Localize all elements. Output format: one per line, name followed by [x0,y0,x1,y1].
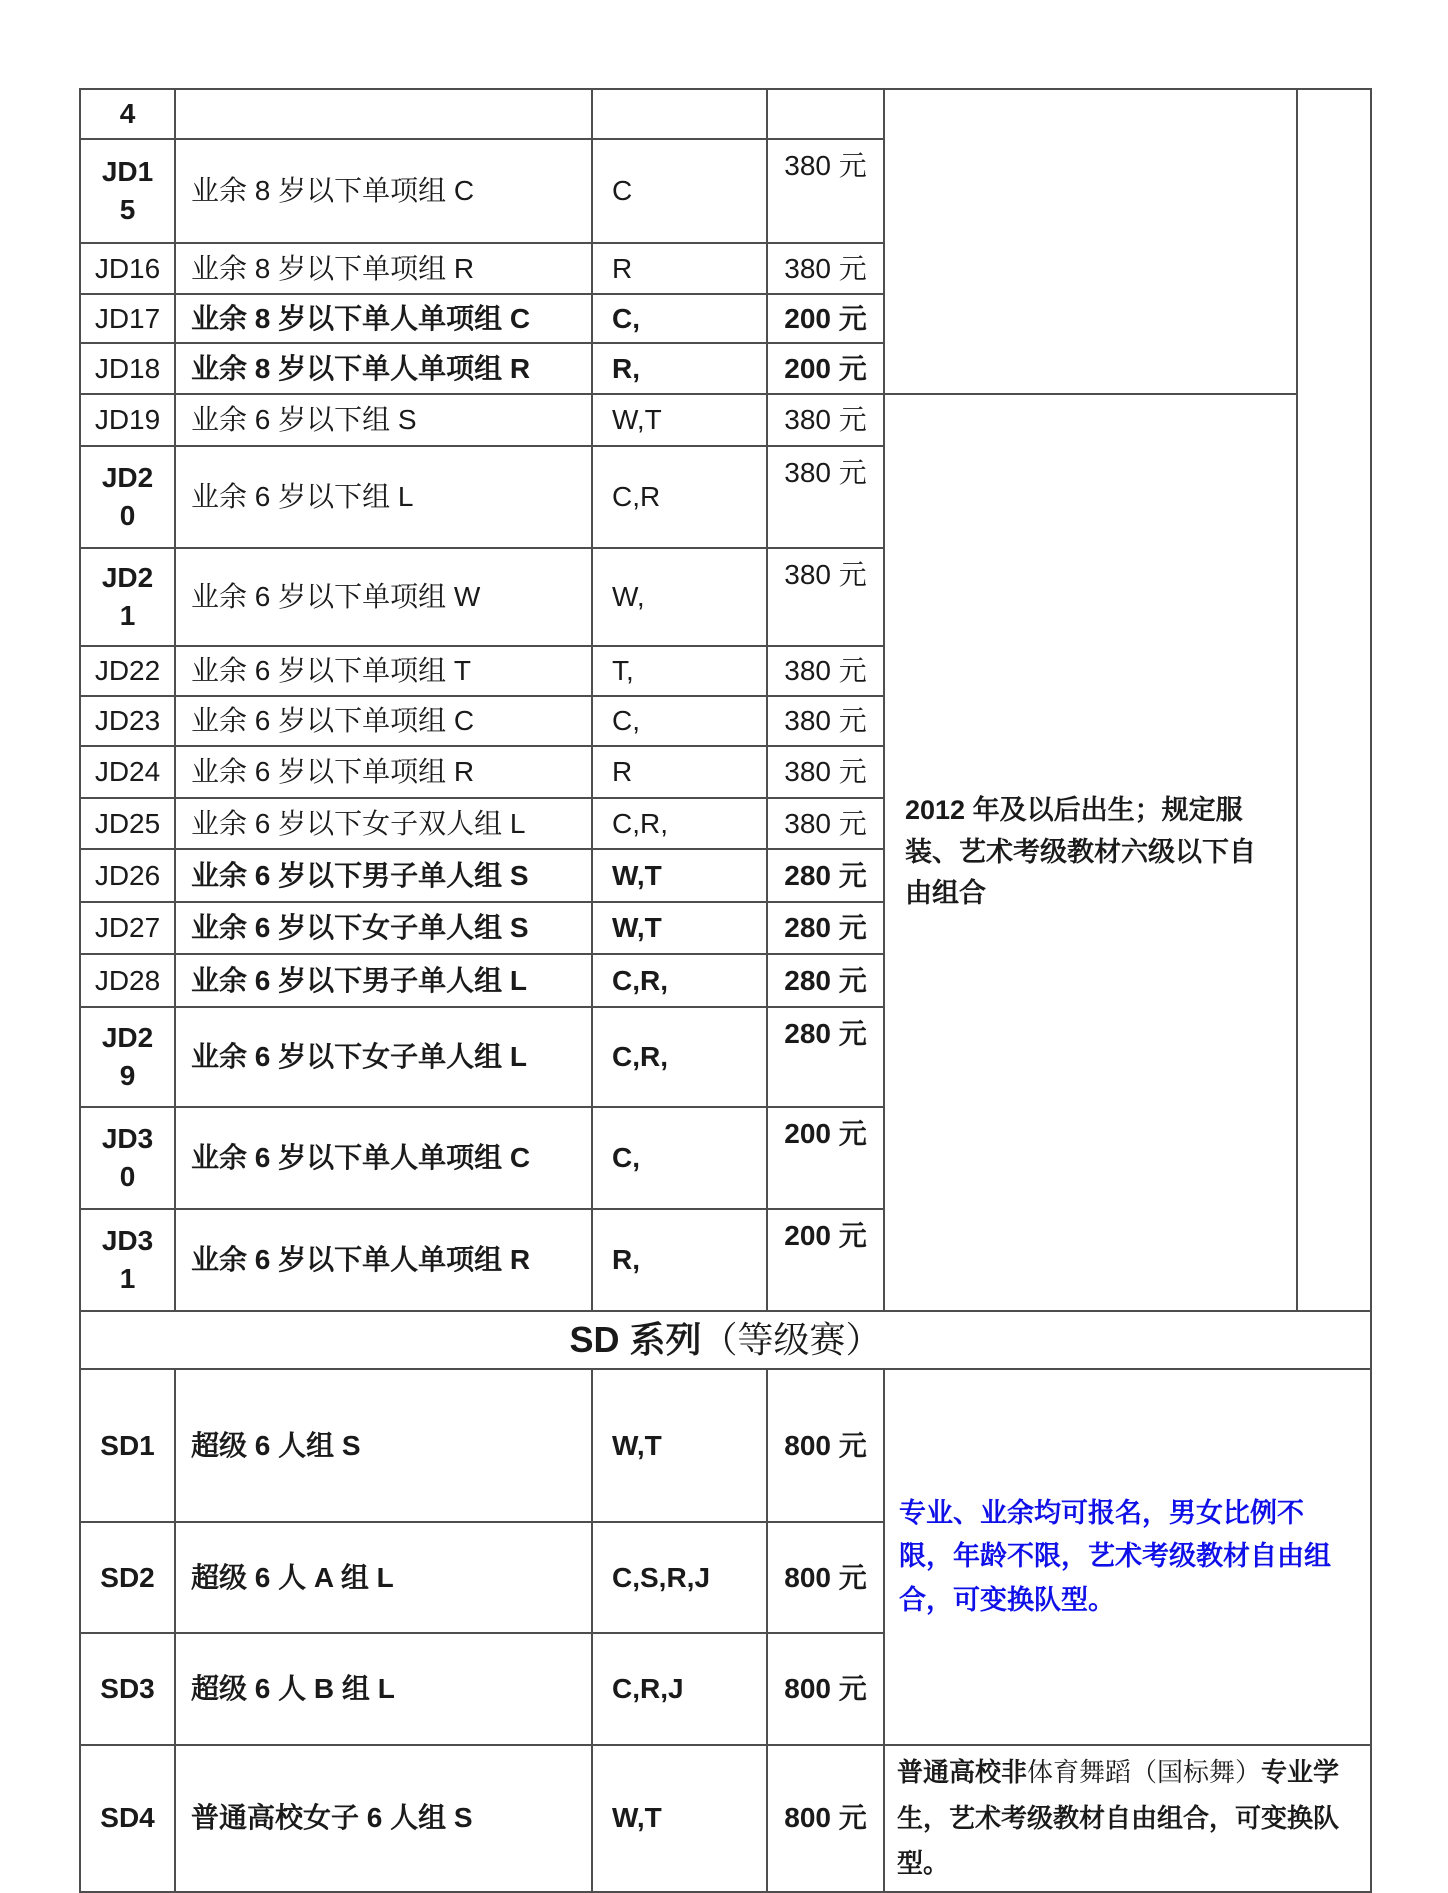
dance-codes-cell: R [592,243,767,294]
fee-cell: 280 元 [767,1007,884,1107]
event-id-cell: SD2 [80,1522,175,1633]
dance-codes-cell: W,T [592,1745,767,1892]
sd-section-title [80,1311,1371,1369]
fee-cell: 800 元 [767,1745,884,1892]
note-cell-empty [884,89,1297,394]
event-name-cell: 超级 6 人组 S [175,1369,592,1522]
event-name-cell: 业余 6 岁以下单人单项组 R [175,1209,592,1311]
event-name-cell: 超级 6 人 A 组 L [175,1522,592,1633]
event-id-cell: SD3 [80,1633,175,1745]
table-row [80,394,1371,446]
event-name-cell: 业余 6 岁以下单项组 T [175,646,592,696]
event-id-cell: JD2 9 [80,1007,175,1107]
event-name-cell: 业余 8 岁以下单项组 C [175,139,592,243]
jd-eligibility-note: 2012 年及以后出生；规定服装、艺术考级教材六级以下自由组合 [884,394,1297,1311]
fee-cell: 380 元 [767,548,884,646]
spare-column-cell [1297,89,1371,1311]
event-name-cell [175,89,592,139]
fee-cell: 380 元 [767,646,884,696]
dance-codes-cell: W,T [592,849,767,902]
fee-cell: 280 元 [767,902,884,954]
fee-cell: 200 元 [767,1209,884,1311]
fee-cell: 380 元 [767,696,884,746]
dance-codes-cell: W,T [592,902,767,954]
fee-cell: 280 元 [767,849,884,902]
dance-codes-cell: C,R, [592,1007,767,1107]
event-id-cell: JD1 5 [80,139,175,243]
dance-codes-cell: W,T [592,1369,767,1522]
event-id-cell: SD1 [80,1369,175,1522]
event-name-cell: 业余 6 岁以下单项组 R [175,746,592,798]
event-id-cell: JD18 [80,343,175,394]
dance-codes-cell: W,T [592,394,767,446]
dance-codes-cell: C,S,R,J [592,1522,767,1633]
fee-cell: 200 元 [767,1107,884,1209]
event-name-cell: 普通高校女子 6 人组 S [175,1745,592,1892]
event-name-cell: 业余 6 岁以下男子单人组 S [175,849,592,902]
dance-codes-cell: R [592,746,767,798]
event-name-cell: 业余 6 岁以下女子单人组 L [175,1007,592,1107]
event-id-cell: JD23 [80,696,175,746]
dance-codes-cell: C,R, [592,798,767,849]
sd4-eligibility-note: 普通高校非体育舞蹈（国标舞）专业学生，艺术考级教材自由组合，可变换队型。 [884,1745,1371,1892]
event-id-cell: JD27 [80,902,175,954]
event-id-cell: JD25 [80,798,175,849]
registration-fee-table [79,88,1372,1893]
dance-codes-cell: C, [592,1107,767,1209]
event-id-cell: JD2 0 [80,446,175,548]
dance-codes-cell: R, [592,1209,767,1311]
event-name-cell: 业余 6 岁以下单人单项组 C [175,1107,592,1209]
event-name-cell: 超级 6 人 B 组 L [175,1633,592,1745]
fee-cell: 380 元 [767,798,884,849]
event-name-cell: 业余 6 岁以下单项组 W [175,548,592,646]
event-id-cell: 4 [80,89,175,139]
dance-codes-cell: C,R, [592,954,767,1007]
fee-cell: 200 元 [767,343,884,394]
dance-codes-cell: C,R,J [592,1633,767,1745]
dance-codes-cell: C,R [592,446,767,548]
fee-cell: 380 元 [767,746,884,798]
event-name-cell: 业余 8 岁以下单项组 R [175,243,592,294]
fee-cell: 380 元 [767,139,884,243]
dance-codes-cell: C [592,139,767,243]
event-id-cell: JD3 0 [80,1107,175,1209]
table-row [80,1745,1371,1892]
table-row [80,89,1371,139]
event-id-cell: JD22 [80,646,175,696]
event-name-cell: 业余 8 岁以下单人单项组 R [175,343,592,394]
event-id-cell: JD19 [80,394,175,446]
event-id-cell: JD28 [80,954,175,1007]
event-name-cell: 业余 6 岁以下单项组 C [175,696,592,746]
event-name-cell: 业余 8 岁以下单人单项组 C [175,294,592,343]
event-name-cell: 业余 6 岁以下男子单人组 L [175,954,592,1007]
dance-codes-cell: T, [592,646,767,696]
dance-codes-cell: C, [592,294,767,343]
fee-cell: 800 元 [767,1522,884,1633]
event-id-cell: SD4 [80,1745,175,1892]
event-id-cell: JD26 [80,849,175,902]
dance-codes-cell [592,89,767,139]
fee-cell: 380 元 [767,446,884,548]
sd-eligibility-note-blue: 专业、业余均可报名，男女比例不限，年龄不限，艺术考级教材自由组合，可变换队型。 [884,1369,1371,1745]
sd-section-header-row [80,1311,1371,1369]
event-name-cell: 业余 6 岁以下女子单人组 S [175,902,592,954]
fee-cell: 380 元 [767,394,884,446]
dance-codes-cell: C, [592,696,767,746]
fee-cell: 800 元 [767,1369,884,1522]
fee-cell: 280 元 [767,954,884,1007]
event-id-cell: JD24 [80,746,175,798]
event-id-cell: JD3 1 [80,1209,175,1311]
event-name-cell: 业余 6 岁以下女子双人组 L [175,798,592,849]
fee-cell [767,89,884,139]
sd-series-label: SD 系列 [569,1319,702,1361]
event-name-cell: 业余 6 岁以下组 L [175,446,592,548]
event-name-cell: 业余 6 岁以下组 S [175,394,592,446]
dance-codes-cell: R, [592,343,767,394]
table-row [80,1369,1371,1522]
fee-cell: 200 元 [767,294,884,343]
fee-cell: 800 元 [767,1633,884,1745]
event-id-cell: JD16 [80,243,175,294]
sd-series-subtitle: （等级赛） [701,1319,882,1361]
fee-cell: 380 元 [767,243,884,294]
dance-codes-cell: W, [592,548,767,646]
event-id-cell: JD2 1 [80,548,175,646]
event-id-cell: JD17 [80,294,175,343]
